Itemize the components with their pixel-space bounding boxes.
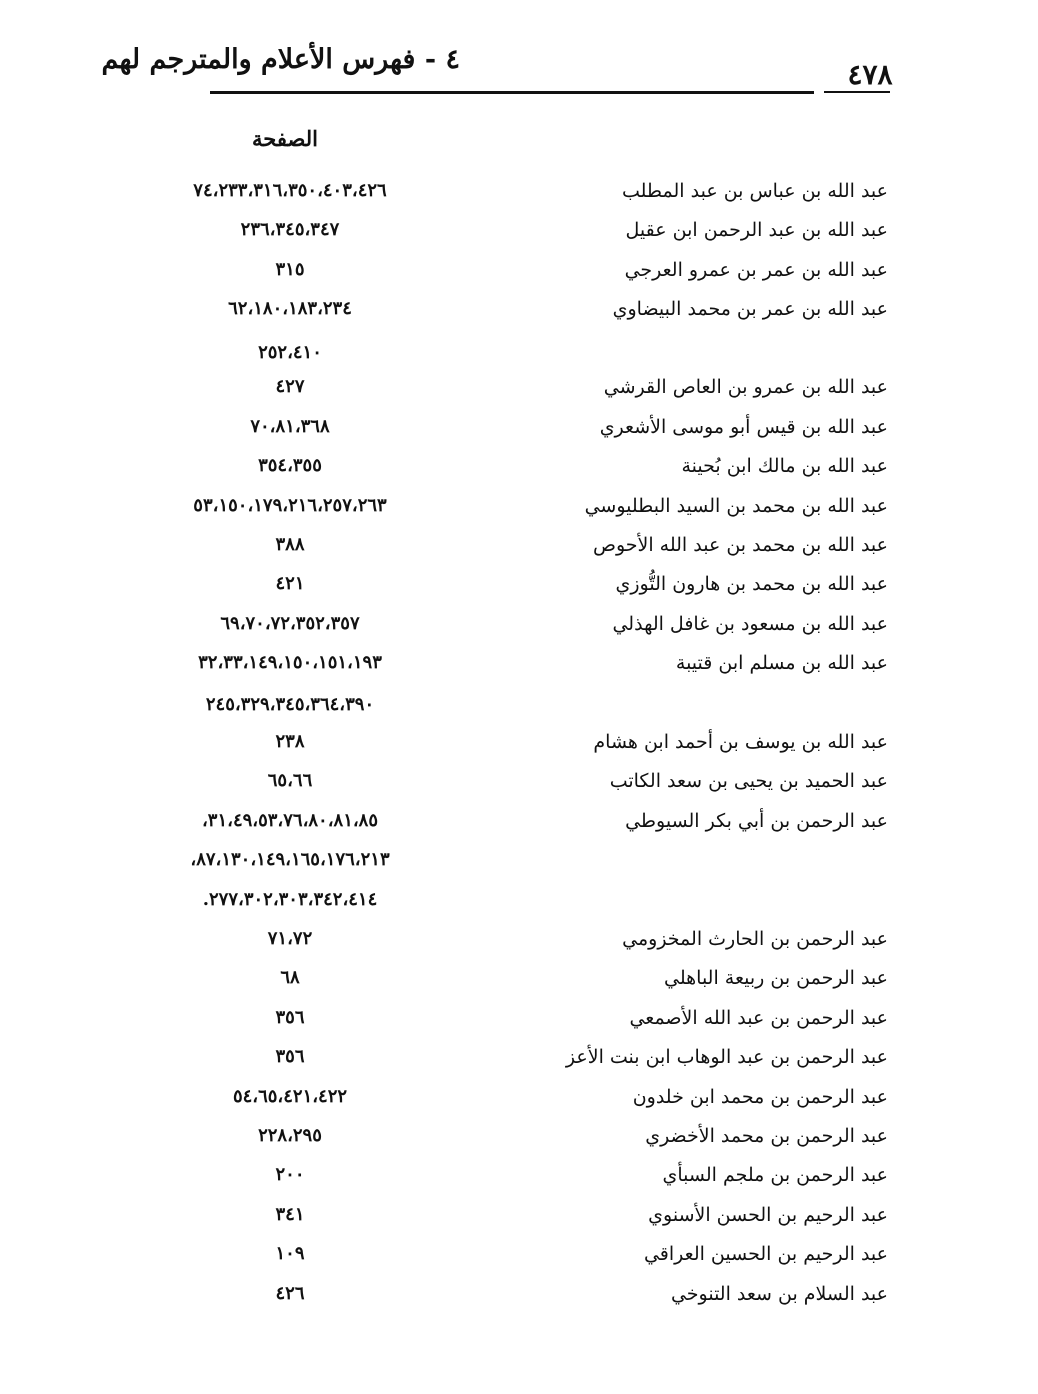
index-row-continuation	[0, 685, 1038, 725]
page-references: ٢٢٨،٢٩٥	[258, 1125, 322, 1146]
index-row	[0, 1195, 1038, 1235]
page-references: ٧١،٧٢	[267, 928, 313, 949]
person-name: عبد الله بن قيس أبو موسى الأشعري	[599, 416, 888, 438]
person-name: عبد الله بن عمر بن محمد البيضاوي	[612, 298, 888, 320]
person-name: عبد الرحمن بن محمد الأخضري	[645, 1125, 888, 1147]
person-name: عبد الله بن محمد بن عبد الله الأحوص	[592, 534, 888, 556]
page-references: ٣٥٦	[275, 1046, 305, 1067]
page-references: ٤٢١	[275, 573, 305, 594]
person-name: عبد الله بن مالك ابن بُحينة	[681, 455, 888, 477]
page-references: ٦٨	[280, 967, 300, 988]
person-name: عبد الله بن عمر بن عمرو العرجي	[624, 259, 888, 281]
person-name: عبد الله بن مسلم ابن قتيبة	[675, 652, 888, 674]
index-row-continuation	[0, 840, 1038, 880]
page-references: ٥٣،١٥٠،١٧٩،٢١٦،٢٥٧،٢٦٣	[193, 495, 387, 516]
person-name: عبد الله بن محمد بن السيد البطليوسي	[584, 495, 888, 517]
index-row	[0, 289, 1038, 329]
page-references: ٦٥،٦٦	[267, 770, 313, 791]
person-name: عبد الرحمن بن ربيعة الباهلي	[664, 967, 888, 989]
page-references: ٧٠،٨١،٣٦٨	[250, 416, 330, 437]
index-row	[0, 1234, 1038, 1274]
page-references: ٤٢٧	[275, 376, 305, 397]
page-references: ٣٥٤،٣٥٥	[258, 455, 322, 476]
page-references: ٢٠٠	[275, 1164, 305, 1185]
page-references: ٢٣٨	[275, 731, 305, 752]
index-row	[0, 407, 1038, 447]
person-name: عبد الله بن محمد بن هارون التُّوزي	[615, 573, 888, 595]
person-name: عبد الرحمن بن محمد ابن خلدون	[632, 1086, 888, 1108]
page-number-rule	[824, 91, 890, 93]
index-row	[0, 250, 1038, 290]
index-row	[0, 998, 1038, 1038]
page-references: ٢٥٢،٤١٠	[258, 342, 322, 363]
index-row	[0, 1116, 1038, 1156]
person-name: عبد الرحمن بن أبي بكر السيوطي	[625, 810, 888, 832]
index-row	[0, 1077, 1038, 1117]
page-references: ٢٣٦،٣٤٥،٣٤٧	[240, 219, 340, 240]
page-references: ٢٧٧،٣٠٢،٣٠٣،٣٤٢،٤١٤.	[202, 889, 378, 910]
person-name: عبد الرحمن بن ملجم السبأي	[662, 1164, 888, 1186]
header-rule	[210, 91, 814, 94]
person-name: عبد الله بن يوسف بن أحمد ابن هشام	[593, 731, 888, 753]
person-name: عبد الرحيم بن الحسن الأسنوي	[648, 1204, 888, 1226]
page-references: ٢٤٥،٣٢٩،٣٤٥،٣٦٤،٣٩٠	[205, 694, 375, 715]
index-row	[0, 171, 1038, 211]
person-name: عبد الله بن عمرو بن العاص القرشي	[603, 376, 888, 398]
index-row	[0, 1037, 1038, 1077]
index-row	[0, 604, 1038, 644]
index-row	[0, 210, 1038, 250]
page-references: ٣٢،٣٣،١٤٩،١٥٠،١٥١،١٩٣	[198, 652, 382, 673]
person-name: عبد الرحمن بن عبد الوهاب ابن بنت الأعز	[565, 1046, 888, 1068]
index-row	[0, 722, 1038, 762]
pages-column-header: الصفحة	[252, 126, 318, 151]
page-references: ٦٩،٧٠،٧٢،٣٥٢،٣٥٧	[220, 613, 360, 634]
index-row	[0, 367, 1038, 407]
page-references: ٤٢٦	[275, 1283, 305, 1304]
index-row	[0, 958, 1038, 998]
page-references: ٦٢،١٨٠،١٨٣،٢٣٤	[228, 298, 352, 319]
index-row	[0, 1155, 1038, 1195]
page-references: ٣٨٨	[275, 534, 305, 555]
page-references: ٣١،٤٩،٥٣،٧٦،٨٠،٨١،٨٥،	[201, 810, 379, 831]
person-name: عبد الرحيم بن الحسين العراقي	[643, 1243, 888, 1265]
page-references: ٥٤،٦٥،٤٢١،٤٢٢	[232, 1086, 348, 1107]
page-references: ٨٧،١٣٠،١٤٩،١٦٥،١٧٦،٢١٣،	[190, 849, 390, 870]
person-name: عبد الرحمن بن الحارث المخزومي	[622, 928, 888, 950]
person-name: عبد الله بن مسعود بن غافل الهذلي	[612, 613, 888, 635]
section-title: ٤ - فهرس الأعلام والمترجم لهم	[101, 44, 460, 75]
person-name: عبد الله بن عباس بن عبد المطلب	[621, 180, 888, 202]
page-references: ١٠٩	[275, 1243, 305, 1264]
index-row	[0, 525, 1038, 565]
person-name: عبد الحميد بن يحيى بن سعد الكاتب	[609, 770, 888, 792]
index-row	[0, 801, 1038, 841]
index-row-continuation	[0, 880, 1038, 920]
person-name: عبد الرحمن بن عبد الله الأصمعي	[629, 1007, 888, 1029]
page-references: ٧٤،٢٣٣،٣١٦،٣٥٠،٤٠٣،٤٢٦	[193, 180, 387, 201]
index-row	[0, 919, 1038, 959]
person-name: عبد السلام بن سعد التنوخي	[670, 1283, 888, 1305]
index-row	[0, 761, 1038, 801]
index-row	[0, 643, 1038, 683]
page-references: ٣٥٦	[275, 1007, 305, 1028]
index-row	[0, 486, 1038, 526]
index-row	[0, 446, 1038, 486]
person-name: عبد الله بن عبد الرحمن ابن عقيل	[625, 219, 888, 241]
page-number: ٤٧٨	[847, 58, 893, 91]
index-row	[0, 564, 1038, 604]
page-references: ٣٤١	[275, 1204, 305, 1225]
index-row	[0, 1274, 1038, 1314]
page-references: ٣١٥	[275, 259, 305, 280]
